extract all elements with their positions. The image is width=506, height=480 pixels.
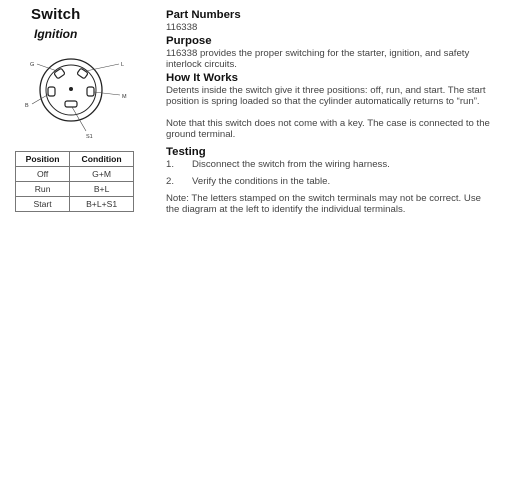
content-column xyxy=(166,9,496,215)
step-number: 2. xyxy=(166,176,175,187)
part-numbers-heading: Part Numbers xyxy=(166,9,241,21)
label-b: B xyxy=(25,103,29,109)
switch-terminal-diagram xyxy=(15,58,135,142)
step-text: Verify the conditions in the table. xyxy=(192,176,331,187)
column-header-condition: Condition xyxy=(70,152,134,167)
purpose-text: 116338 provides the proper switching for the starter, ignition, and safety interlock circuits. xyxy=(166,48,470,70)
test-step xyxy=(166,159,496,170)
table-cell: B+L+S1 xyxy=(70,197,134,212)
test-step xyxy=(166,176,496,187)
part-number-value: 116338 xyxy=(166,22,198,33)
table-cell: B+L xyxy=(70,182,134,197)
testing-heading: Testing xyxy=(166,146,206,158)
table-row xyxy=(16,182,134,197)
terminal-b xyxy=(48,87,55,96)
how-it-works-text: Detents inside the switch give it three positions: off, run, and start. The start position is spring loaded so that the cylinder automatically returns to “run”. xyxy=(166,85,486,107)
label-l: L xyxy=(121,62,125,68)
key-note-text: Note that this switch does not come with a key. The case is connected to the ground terminal. xyxy=(166,118,490,140)
label-m: M xyxy=(122,94,127,100)
step-text: Disconnect the switch from the wiring harness. xyxy=(192,159,390,170)
testing-note-text: Note: The letters stamped on the switch terminals may not be correct. Use the diagram at the left to identify the individual terminals. xyxy=(166,193,481,215)
table-row xyxy=(16,197,134,212)
page-subtitle: Ignition xyxy=(34,27,78,41)
table-cell: Run xyxy=(16,182,70,197)
conditions-table xyxy=(15,151,134,212)
terminal-l xyxy=(77,68,88,79)
table-row xyxy=(16,167,134,182)
table-header-row xyxy=(16,152,134,167)
page-title: Switch xyxy=(31,6,81,23)
how-it-works-heading: How It Works xyxy=(166,72,238,84)
table-cell: G+M xyxy=(70,167,134,182)
purpose-heading: Purpose xyxy=(166,35,212,47)
terminal-m xyxy=(87,87,94,96)
label-g: G xyxy=(30,62,35,68)
step-number: 1. xyxy=(166,159,175,170)
terminal-g xyxy=(54,68,65,79)
table-cell: Off xyxy=(16,167,70,182)
table-cell: Start xyxy=(16,197,70,212)
column-header-position: Position xyxy=(16,152,70,167)
label-s1: S1 xyxy=(86,134,93,140)
terminal-s1 xyxy=(65,101,77,107)
